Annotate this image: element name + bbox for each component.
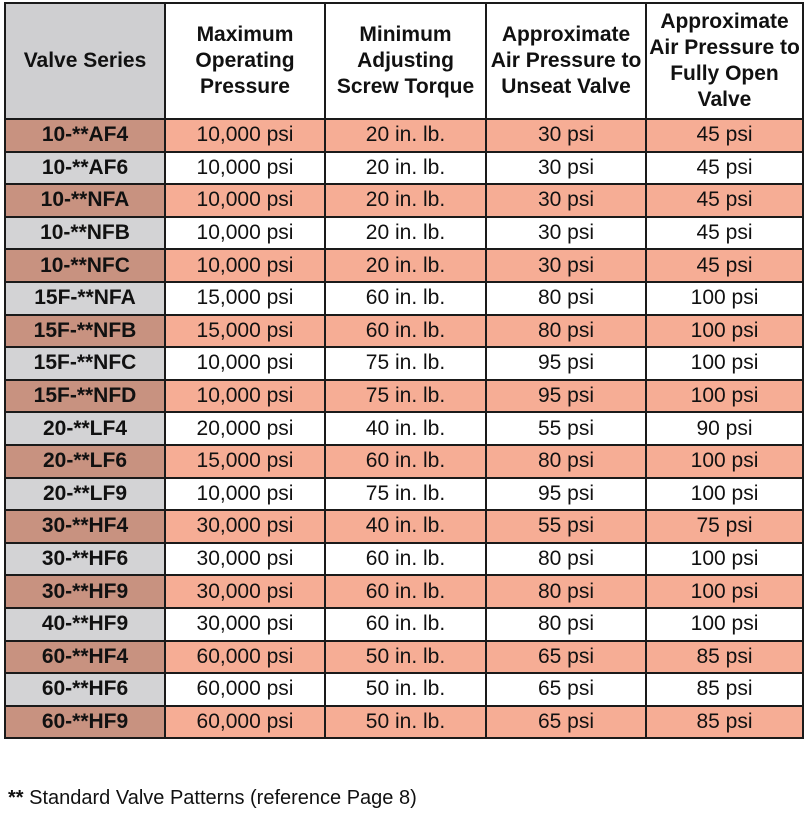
table-row xyxy=(5,673,803,706)
cell-screw-torque: 60 in. lb. xyxy=(325,543,486,576)
header-max-operating-pressure: Maximum Operating Pressure xyxy=(165,3,325,119)
cell-valve-series: 15F-**NFB xyxy=(5,315,165,348)
cell-max-pressure: 15,000 psi xyxy=(165,315,325,348)
cell-open-pressure: 100 psi xyxy=(646,608,803,641)
cell-max-pressure: 10,000 psi xyxy=(165,184,325,217)
cell-valve-series: 10-**NFC xyxy=(5,249,165,282)
cell-screw-torque: 50 in. lb. xyxy=(325,673,486,706)
cell-unseat-pressure: 80 psi xyxy=(486,608,646,641)
cell-open-pressure: 85 psi xyxy=(646,641,803,674)
table-row xyxy=(5,543,803,576)
cell-max-pressure: 30,000 psi xyxy=(165,543,325,576)
table-row xyxy=(5,152,803,185)
table-body xyxy=(5,119,803,738)
header-air-pressure-open: Approximate Air Pressure to Fully Open Valve xyxy=(646,3,803,119)
table-row xyxy=(5,575,803,608)
cell-valve-series: 60-**HF4 xyxy=(5,641,165,674)
table-row xyxy=(5,445,803,478)
cell-max-pressure: 30,000 psi xyxy=(165,510,325,543)
cell-open-pressure: 90 psi xyxy=(646,412,803,445)
cell-open-pressure: 45 psi xyxy=(646,217,803,250)
cell-valve-series: 30-**HF4 xyxy=(5,510,165,543)
cell-screw-torque: 20 in. lb. xyxy=(325,217,486,250)
footnote-text: Standard Valve Patterns (reference Page 8) xyxy=(23,787,417,809)
valve-spec-table xyxy=(4,2,804,739)
cell-unseat-pressure: 80 psi xyxy=(486,282,646,315)
cell-screw-torque: 20 in. lb. xyxy=(325,119,486,152)
cell-open-pressure: 85 psi xyxy=(646,706,803,739)
cell-valve-series: 30-**HF9 xyxy=(5,575,165,608)
cell-unseat-pressure: 30 psi xyxy=(486,217,646,250)
table-row xyxy=(5,347,803,380)
cell-unseat-pressure: 30 psi xyxy=(486,152,646,185)
cell-unseat-pressure: 65 psi xyxy=(486,641,646,674)
cell-open-pressure: 100 psi xyxy=(646,445,803,478)
cell-max-pressure: 60,000 psi xyxy=(165,706,325,739)
cell-screw-torque: 60 in. lb. xyxy=(325,445,486,478)
cell-unseat-pressure: 80 psi xyxy=(486,445,646,478)
cell-unseat-pressure: 30 psi xyxy=(486,184,646,217)
header-valve-series: Valve Series xyxy=(5,3,165,119)
cell-max-pressure: 60,000 psi xyxy=(165,673,325,706)
cell-valve-series: 20-**LF9 xyxy=(5,478,165,511)
table-row xyxy=(5,119,803,152)
table-row xyxy=(5,478,803,511)
cell-screw-torque: 75 in. lb. xyxy=(325,380,486,413)
cell-max-pressure: 20,000 psi xyxy=(165,412,325,445)
cell-open-pressure: 85 psi xyxy=(646,673,803,706)
cell-valve-series: 20-**LF4 xyxy=(5,412,165,445)
cell-valve-series: 15F-**NFC xyxy=(5,347,165,380)
cell-open-pressure: 100 psi xyxy=(646,282,803,315)
table-row xyxy=(5,249,803,282)
cell-valve-series: 60-**HF6 xyxy=(5,673,165,706)
cell-screw-torque: 60 in. lb. xyxy=(325,282,486,315)
cell-max-pressure: 10,000 psi xyxy=(165,152,325,185)
cell-open-pressure: 100 psi xyxy=(646,543,803,576)
cell-open-pressure: 100 psi xyxy=(646,347,803,380)
cell-valve-series: 15F-**NFA xyxy=(5,282,165,315)
cell-open-pressure: 100 psi xyxy=(646,575,803,608)
cell-max-pressure: 10,000 psi xyxy=(165,249,325,282)
cell-unseat-pressure: 80 psi xyxy=(486,315,646,348)
cell-screw-torque: 60 in. lb. xyxy=(325,575,486,608)
cell-screw-torque: 50 in. lb. xyxy=(325,641,486,674)
cell-open-pressure: 100 psi xyxy=(646,315,803,348)
cell-open-pressure: 45 psi xyxy=(646,119,803,152)
cell-unseat-pressure: 95 psi xyxy=(486,347,646,380)
cell-valve-series: 20-**LF6 xyxy=(5,445,165,478)
cell-screw-torque: 75 in. lb. xyxy=(325,478,486,511)
cell-screw-torque: 60 in. lb. xyxy=(325,315,486,348)
cell-unseat-pressure: 30 psi xyxy=(486,249,646,282)
cell-valve-series: 40-**HF9 xyxy=(5,608,165,641)
cell-open-pressure: 100 psi xyxy=(646,380,803,413)
cell-valve-series: 10-**AF6 xyxy=(5,152,165,185)
cell-open-pressure: 45 psi xyxy=(646,184,803,217)
table-row xyxy=(5,412,803,445)
table-row xyxy=(5,380,803,413)
cell-max-pressure: 60,000 psi xyxy=(165,641,325,674)
table-row xyxy=(5,282,803,315)
table-row xyxy=(5,315,803,348)
cell-max-pressure: 10,000 psi xyxy=(165,478,325,511)
cell-screw-torque: 75 in. lb. xyxy=(325,347,486,380)
cell-max-pressure: 15,000 psi xyxy=(165,445,325,478)
footnote xyxy=(8,787,417,810)
table-row xyxy=(5,641,803,674)
footnote-marker: ** xyxy=(8,787,24,809)
cell-screw-torque: 40 in. lb. xyxy=(325,510,486,543)
cell-screw-torque: 20 in. lb. xyxy=(325,184,486,217)
cell-screw-torque: 60 in. lb. xyxy=(325,608,486,641)
cell-unseat-pressure: 95 psi xyxy=(486,380,646,413)
table-row xyxy=(5,217,803,250)
cell-unseat-pressure: 80 psi xyxy=(486,575,646,608)
header-min-screw-torque: Minimum Adjusting Screw Torque xyxy=(325,3,486,119)
cell-unseat-pressure: 80 psi xyxy=(486,543,646,576)
cell-unseat-pressure: 30 psi xyxy=(486,119,646,152)
cell-unseat-pressure: 95 psi xyxy=(486,478,646,511)
table-row xyxy=(5,184,803,217)
cell-open-pressure: 100 psi xyxy=(646,478,803,511)
cell-max-pressure: 10,000 psi xyxy=(165,380,325,413)
cell-valve-series: 15F-**NFD xyxy=(5,380,165,413)
header-air-pressure-unseat: Approximate Air Pressure to Unseat Valve xyxy=(486,3,646,119)
cell-unseat-pressure: 55 psi xyxy=(486,510,646,543)
cell-unseat-pressure: 65 psi xyxy=(486,673,646,706)
cell-unseat-pressure: 55 psi xyxy=(486,412,646,445)
table-row xyxy=(5,510,803,543)
cell-valve-series: 30-**HF6 xyxy=(5,543,165,576)
cell-valve-series: 10-**NFA xyxy=(5,184,165,217)
cell-open-pressure: 45 psi xyxy=(646,249,803,282)
cell-screw-torque: 50 in. lb. xyxy=(325,706,486,739)
cell-valve-series: 60-**HF9 xyxy=(5,706,165,739)
cell-max-pressure: 30,000 psi xyxy=(165,575,325,608)
cell-valve-series: 10-**NFB xyxy=(5,217,165,250)
cell-max-pressure: 10,000 psi xyxy=(165,217,325,250)
cell-open-pressure: 45 psi xyxy=(646,152,803,185)
cell-screw-torque: 40 in. lb. xyxy=(325,412,486,445)
cell-open-pressure: 75 psi xyxy=(646,510,803,543)
cell-max-pressure: 10,000 psi xyxy=(165,347,325,380)
cell-max-pressure: 10,000 psi xyxy=(165,119,325,152)
cell-max-pressure: 30,000 psi xyxy=(165,608,325,641)
table-header-row xyxy=(5,3,803,119)
cell-unseat-pressure: 65 psi xyxy=(486,706,646,739)
cell-screw-torque: 20 in. lb. xyxy=(325,249,486,282)
table-row xyxy=(5,706,803,739)
table-row xyxy=(5,608,803,641)
cell-screw-torque: 20 in. lb. xyxy=(325,152,486,185)
cell-max-pressure: 15,000 psi xyxy=(165,282,325,315)
cell-valve-series: 10-**AF4 xyxy=(5,119,165,152)
